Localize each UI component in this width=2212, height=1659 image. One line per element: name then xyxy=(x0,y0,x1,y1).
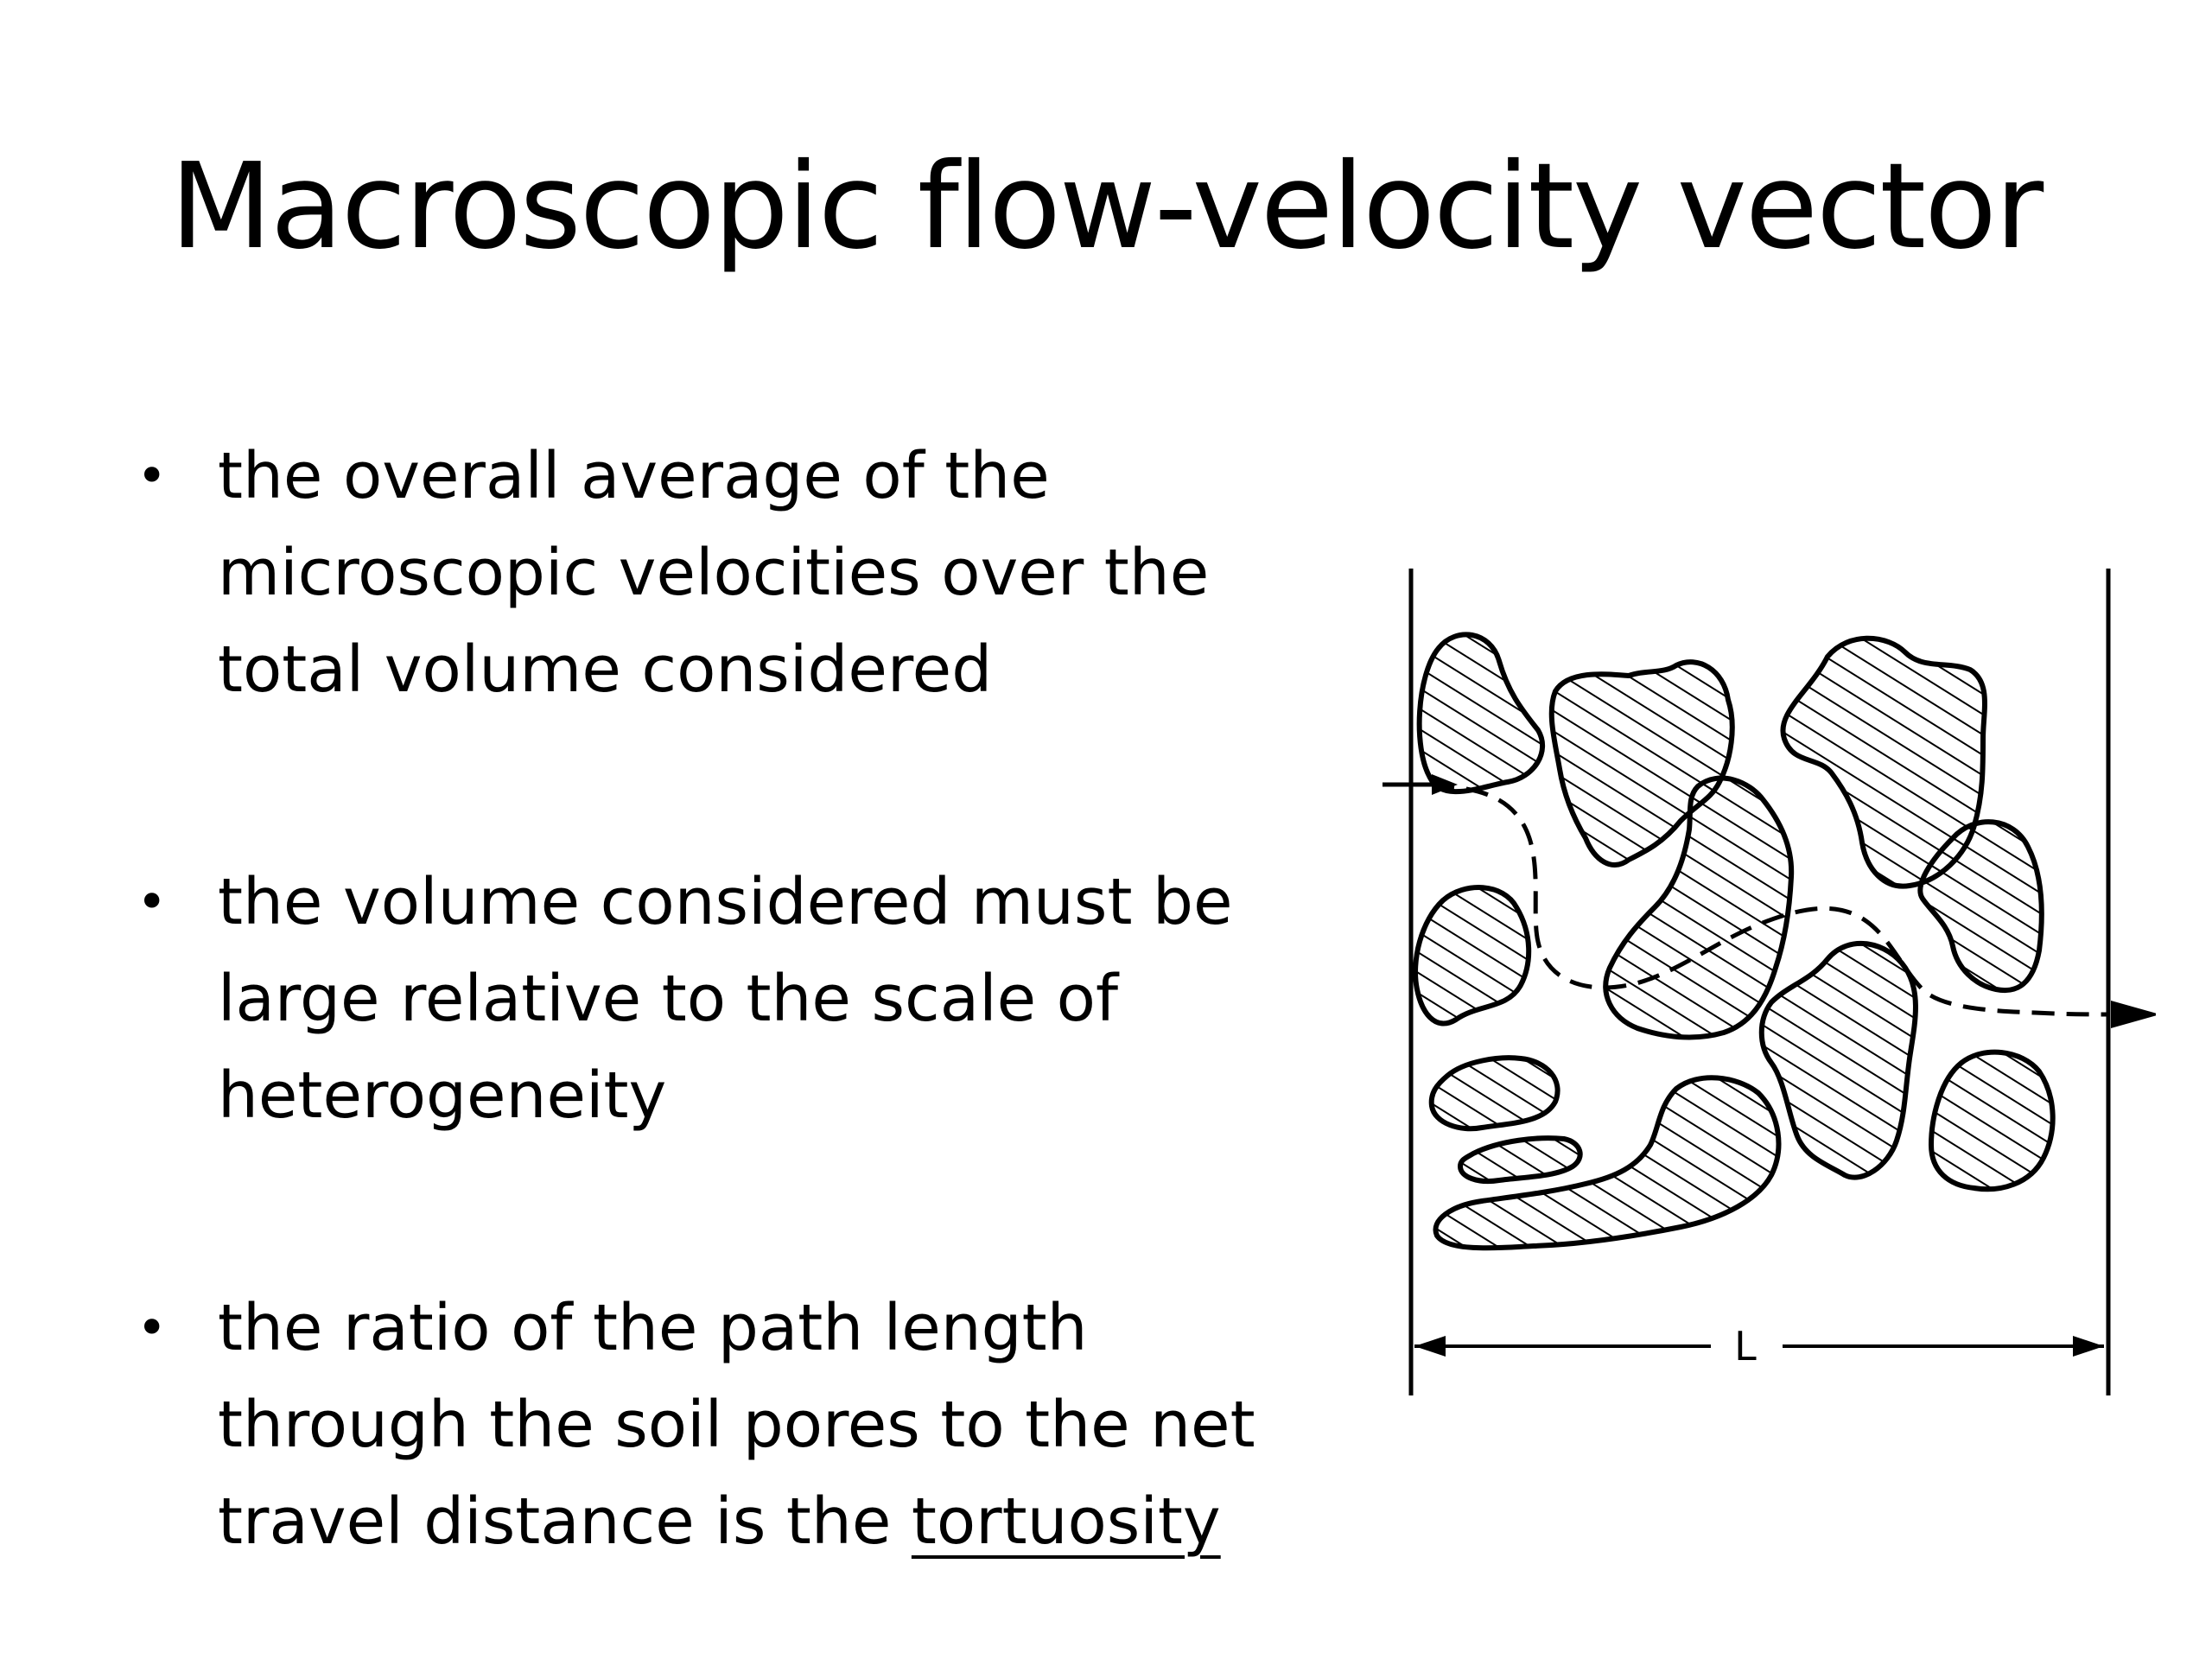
outflow-arrow-icon xyxy=(2111,1001,2156,1028)
bullet-line: microscopic velocities over the xyxy=(218,536,1210,610)
bullet-item-volume xyxy=(130,854,1357,1144)
bullet-dot-icon: • xyxy=(137,446,168,506)
porous-medium-flow-path-diagram-icon xyxy=(1378,562,2156,1426)
bullet-dot-icon: • xyxy=(137,1298,168,1358)
bullet-item-average xyxy=(130,428,1357,718)
bullet-line-text: travel distance is the xyxy=(218,1484,912,1559)
bullet-dot-icon: • xyxy=(137,872,168,932)
dimension-arrow-left-icon xyxy=(1414,1336,1446,1357)
bullet-line: the overall average of the xyxy=(218,439,1050,513)
bullet-line: the volume considered must be xyxy=(218,865,1233,939)
bullet-line: large relative to the scale of xyxy=(218,962,1118,1036)
bullet-list xyxy=(130,428,1357,1570)
bullet-line: heterogeneity xyxy=(218,1058,667,1133)
bullet-item-tortuosity xyxy=(130,1280,1357,1570)
bullet-line: through the soil pores to the net xyxy=(218,1388,1255,1462)
bullet-line: the ratio of the path length xyxy=(218,1291,1088,1365)
dimension-arrow-right-icon xyxy=(2073,1336,2104,1357)
bullet-line: total volume considered xyxy=(218,632,993,707)
porous-medium-diagram xyxy=(1378,562,2156,1426)
dimension-label: L xyxy=(1734,1323,1757,1370)
bullet-line xyxy=(218,1473,1357,1570)
slide-title: Macroscopic flow-velocity vector xyxy=(169,138,2043,276)
tortuosity-term: tortuosity xyxy=(911,1484,1221,1559)
soil-grains xyxy=(1415,634,2053,1248)
